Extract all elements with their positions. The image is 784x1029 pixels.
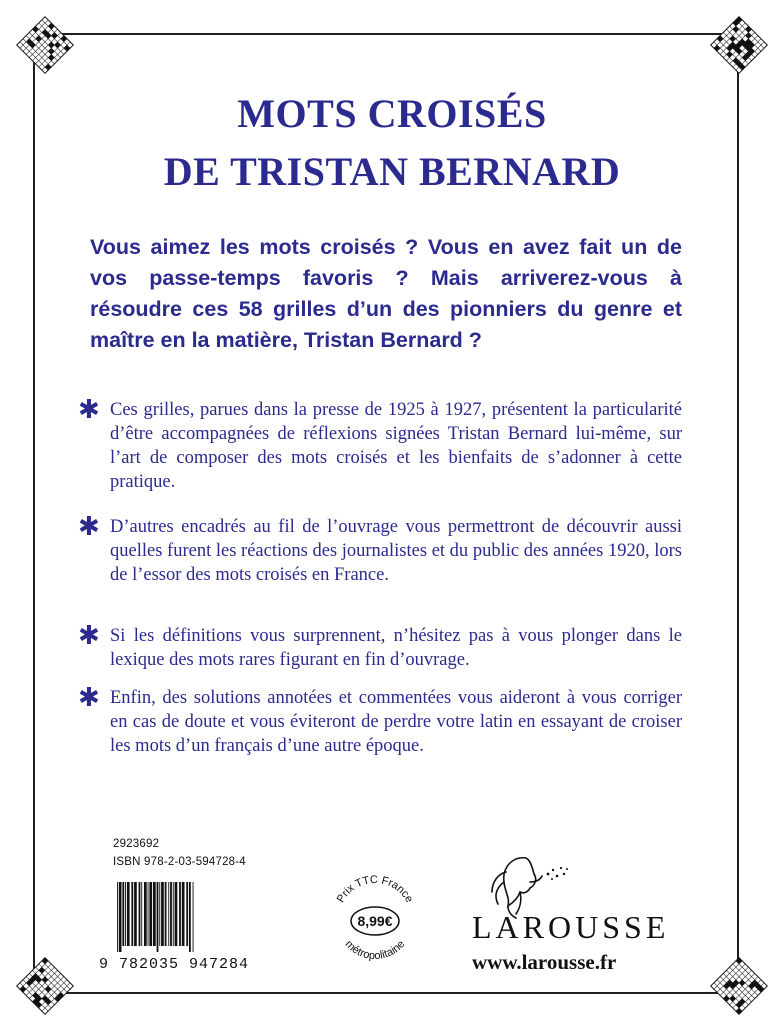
bullet-text: Ces grilles, parues dans la presse de 1925 à 1927, présentent la particularité d’être accompagnées de réflexions signées Tristan Bernard lui-même, sur l’art de composer des mots croisés et les bienfaits de s’adonner à cette pratique. [110,400,682,492]
bullet-text: Si les définitions vous surprennent, n’hésitez pas à vous plonger dans le lexique des mots rares figurant en fin d’ouvrage. [110,626,682,670]
intro-paragraph [90,232,682,356]
price-value: 8,99€ [357,913,393,929]
website-url[interactable]: www.larousse.fr [472,950,617,974]
barcode-number: 9 782035 947284 [99,956,250,973]
logo-text: LAROUSSE [472,909,670,945]
price-badge-icon [325,869,425,969]
intro-text: Vous aimez les mots croisés ? Vous en avez fait un de vos passe-temps favoris ? Mais arriverez-vous à résoudre ces 58 grilles d’un des pionniers du genre et maître en la matière, Tristan Bernard ? [90,235,682,352]
larousse-logo-icon [468,852,678,948]
crossword-grid-icon [708,14,770,76]
asterisk-icon: ✱ [78,621,100,651]
asterisk-icon: ✱ [78,395,100,425]
asterisk-icon: ✱ [78,683,100,713]
crossword-grid-icon [708,955,770,1017]
book-title-line-1: MOTS CROISÉS [237,91,547,136]
book-title-line-2: DE TRISTAN BERNARD [163,149,621,194]
bullet-item [78,395,682,494]
price-label-bottom: métropolitaine [342,938,408,963]
price-label-top: Prix TTC France [334,873,416,905]
product-code: 2923692 [113,838,160,850]
crossword-grid-icon [14,14,76,76]
bullet-text: D’autres encadrés au fil de l’ouvrage vous permettront de découvrir aussi quelles furent les réactions des journalistes et du public des années 1920, lors de l’essor des mots croisés en France. [110,517,682,585]
isbn: ISBN 978-2-03-594728-4 [113,856,246,868]
asterisk-icon: ✱ [78,512,100,542]
bullet-item [78,512,682,587]
bullet-item [78,683,682,758]
bullet-text: Enfin, des solutions annotées et commentées vous aideront à vous corriger en cas de doute et vous éviteront de perdre votre latin en essayant de croiser les mots d’un français d’une autre époque. [110,688,682,756]
bullet-item [78,621,682,672]
crossword-grid-icon [14,955,76,1017]
barcode-icon [113,882,263,952]
